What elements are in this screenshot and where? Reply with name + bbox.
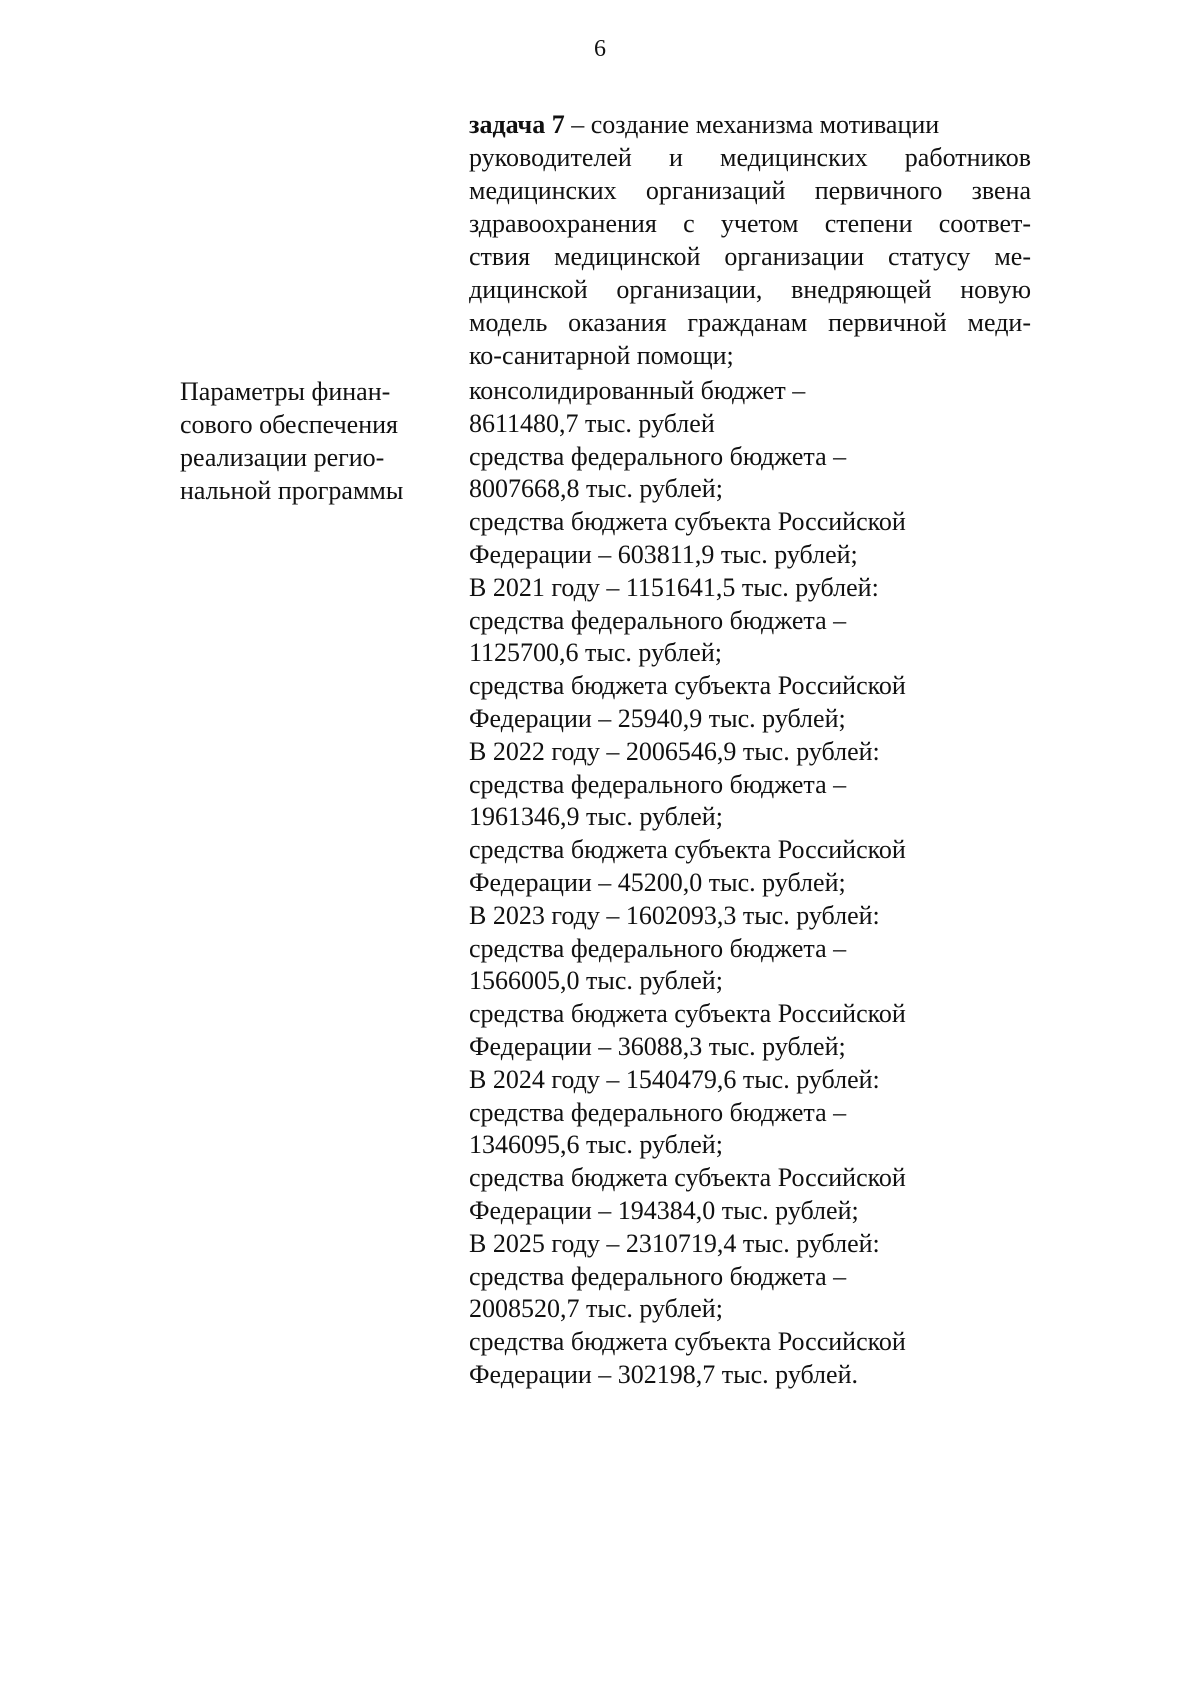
finance-line: средства бюджета субъекта Российской <box>469 507 906 537</box>
label-line: реализации регио- <box>180 443 385 472</box>
finance-line: 8007668,8 тыс. рублей; <box>469 474 723 504</box>
label-line: сового обеспечения <box>180 410 398 439</box>
finance-line: Федерации – 45200,0 тыс. рублей; <box>469 867 846 897</box>
finance-line: Федерации – 25940,9 тыс. рублей; <box>469 703 846 733</box>
finance-line: В 2025 году – 2310719,4 тыс. рублей: <box>469 1228 880 1258</box>
finance-line: В 2021 году – 1151641,5 тыс. рублей: <box>469 572 879 602</box>
finance-line: средства бюджета субъекта Российской <box>469 835 906 865</box>
finance-line: 1566005,0 тыс. рублей; <box>469 966 723 996</box>
finance-line: средства федерального бюджета – <box>469 441 847 471</box>
task-line-8: ко-санитарной помощи; <box>469 341 734 370</box>
finance-line: консолидированный бюджет – <box>469 376 806 405</box>
task-line-7: модель оказания гражданам первичной меди- <box>469 308 1031 337</box>
finance-line: Федерации – 36088,3 тыс. рублей; <box>469 1031 846 1061</box>
finance-line: Федерации – 302198,7 тыс. рублей. <box>469 1359 858 1389</box>
finance-line: 1125700,6 тыс. рублей; <box>469 638 722 668</box>
task-line-4: здравоохранения с учетом степени соответ- <box>469 209 1031 238</box>
task-line-5: ствия медицинской организации статусу ме- <box>469 242 1031 271</box>
finance-line: средства федерального бюджета – <box>469 1261 847 1291</box>
label-line: нальной программы <box>180 476 404 505</box>
finance-line: средства федерального бюджета – <box>469 605 847 635</box>
finance-line: В 2023 году – 1602093,3 тыс. рублей: <box>469 900 880 930</box>
task-line-1 <box>469 108 1031 141</box>
financing-details <box>469 375 1069 1392</box>
finance-line: средства бюджета субъекта Российской <box>469 1327 906 1357</box>
finance-line: В 2024 году – 1540479,6 тыс. рублей: <box>469 1064 880 1094</box>
finance-line: В 2022 году – 2006546,9 тыс. рублей: <box>469 736 880 766</box>
financing-parameters-label <box>180 375 430 507</box>
label-line: Параметры финан- <box>180 377 391 406</box>
finance-line: Федерации – 603811,9 тыс. рублей; <box>469 539 858 569</box>
finance-line: 2008520,7 тыс. рублей; <box>469 1294 723 1324</box>
task-line-3: медицинских организаций первичного звена <box>469 176 1031 205</box>
finance-line: средства бюджета субъекта Российской <box>469 1163 906 1193</box>
task-7-block <box>469 108 1031 372</box>
task-label: задача 7 <box>469 110 565 139</box>
task-line-1-text: – создание механизма мотивации <box>564 110 940 139</box>
finance-line: 1961346,9 тыс. рублей; <box>469 802 723 832</box>
page-number: 6 <box>594 36 606 62</box>
finance-line: 1346095,6 тыс. рублей; <box>469 1130 723 1160</box>
finance-line: Федерации – 194384,0 тыс. рублей; <box>469 1195 859 1225</box>
finance-line: средства бюджета субъекта Российской <box>469 671 906 701</box>
finance-line: средства бюджета субъекта Российской <box>469 999 906 1029</box>
task-line-6: дицинской организации, внедряющей новую <box>469 275 1031 304</box>
task-line-2: руководителей и медицинских работников <box>469 143 1031 172</box>
finance-line: 8611480,7 тыс. рублей <box>469 408 715 438</box>
finance-line: средства федерального бюджета – <box>469 933 847 963</box>
finance-line: средства федерального бюджета – <box>469 1097 847 1127</box>
finance-line: средства федерального бюджета – <box>469 769 847 799</box>
